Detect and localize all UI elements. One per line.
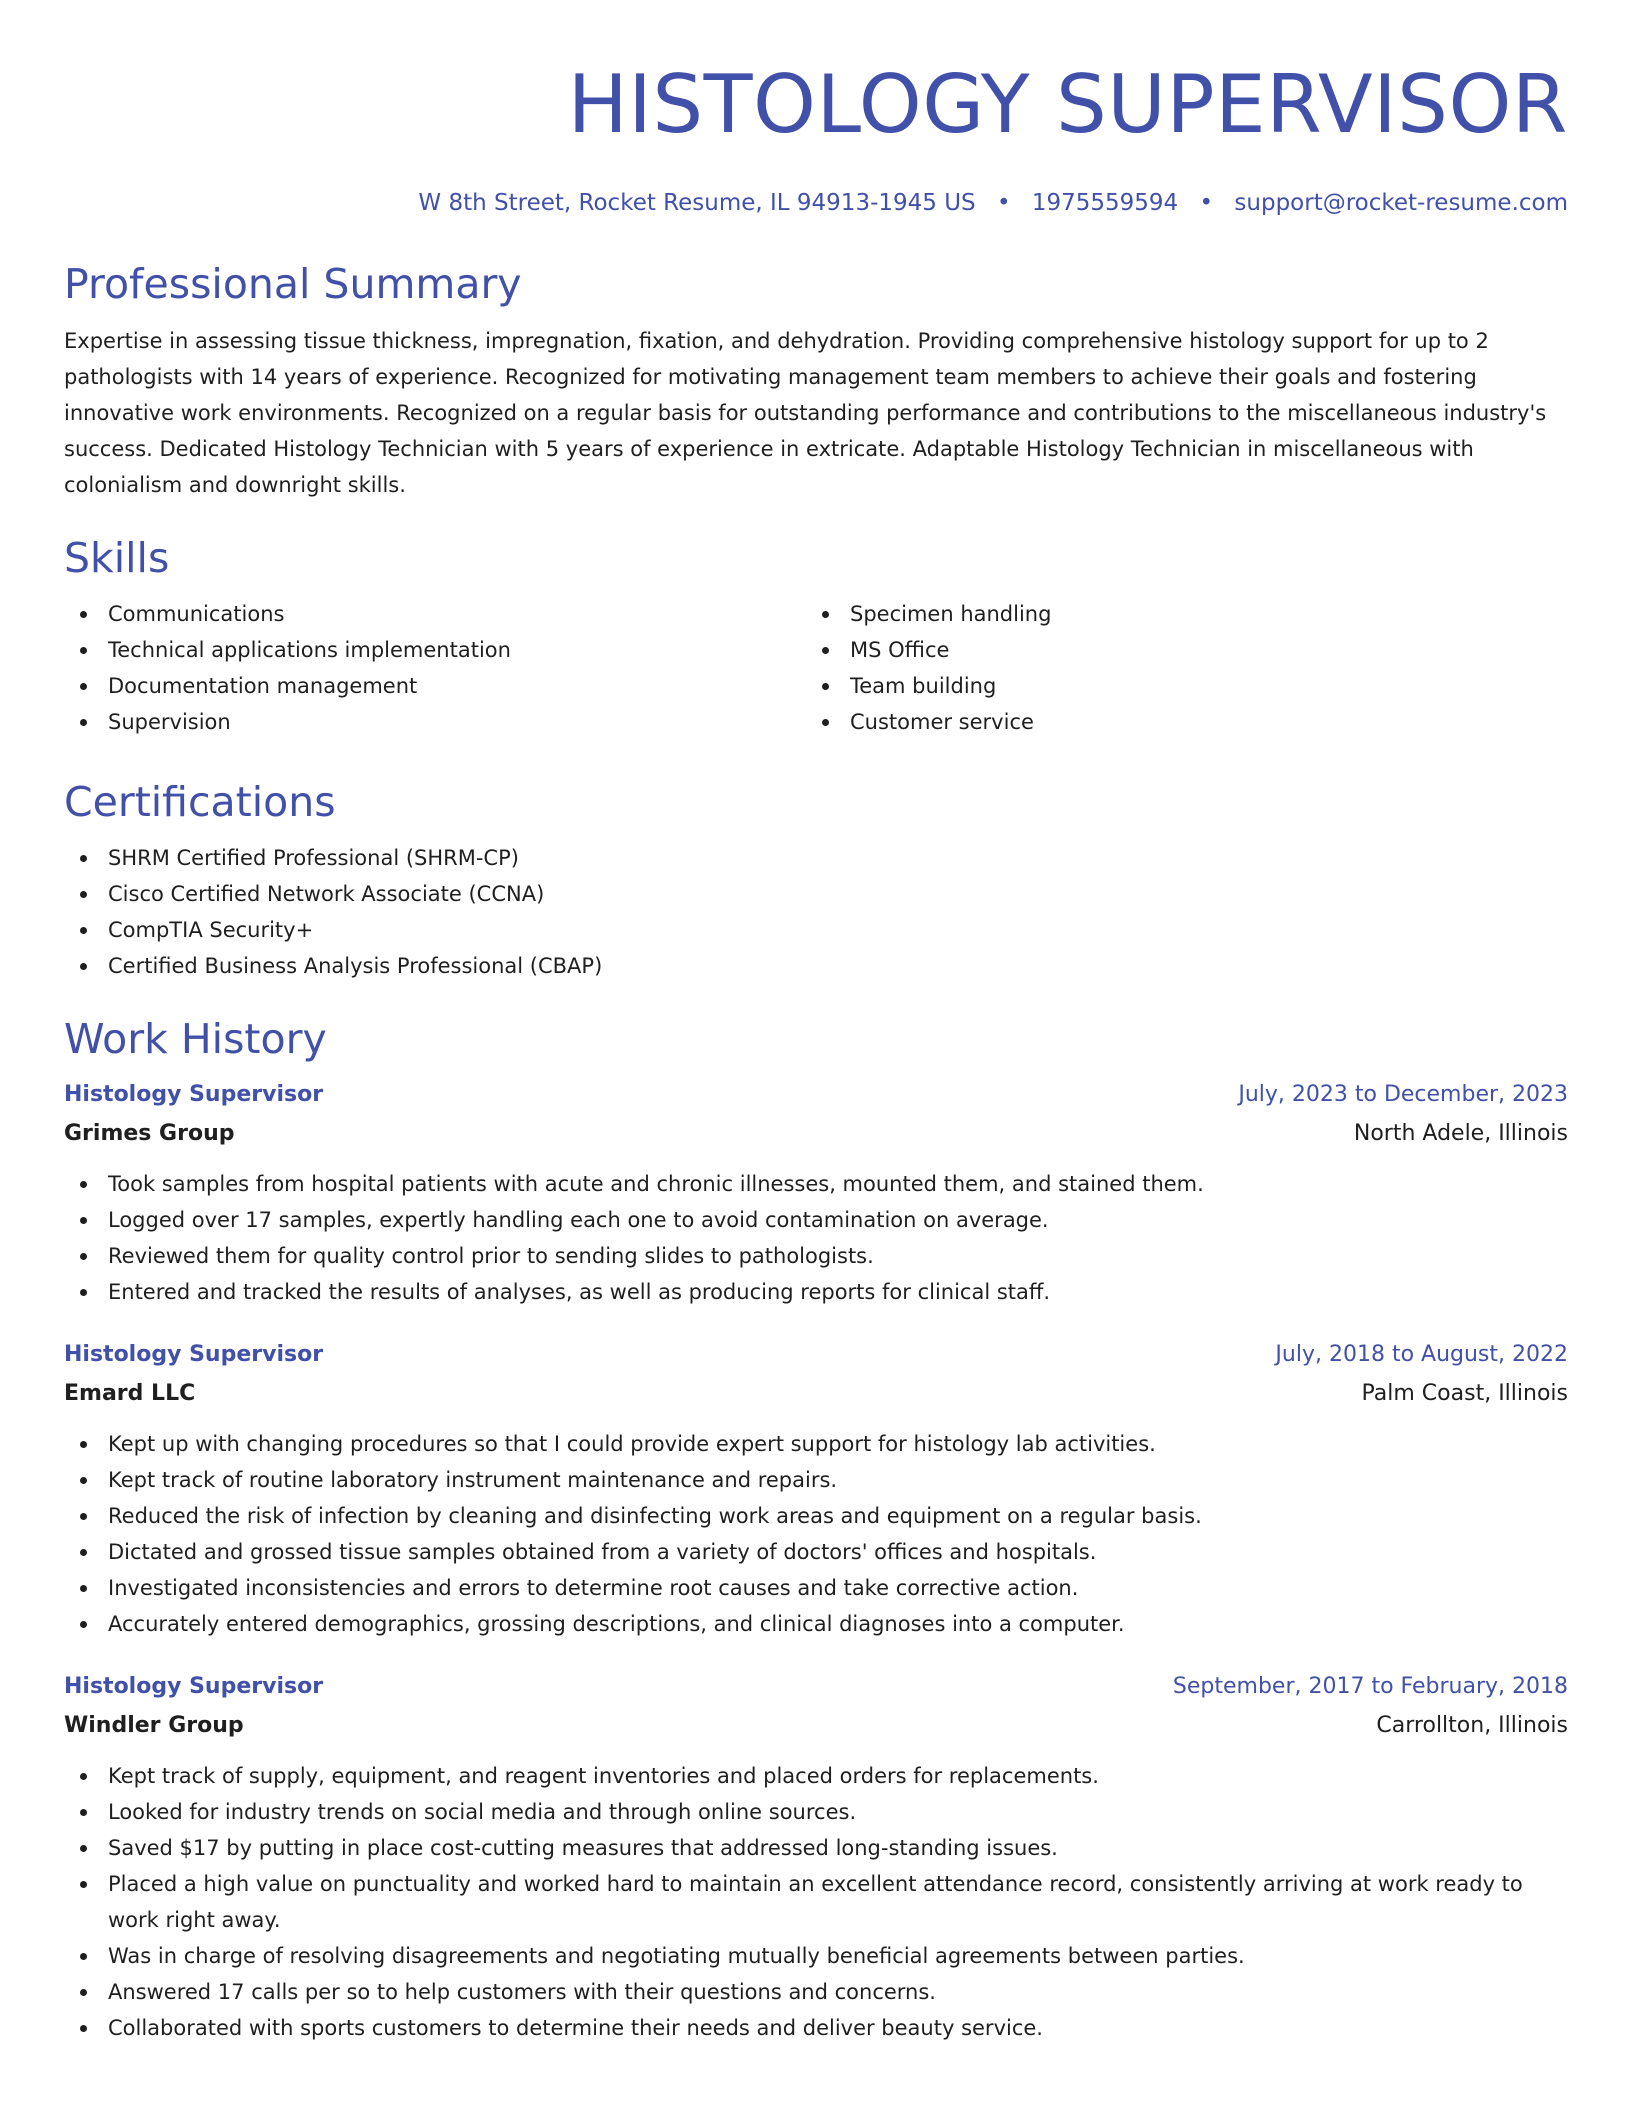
job-dates: July, 2018 to August, 2022 <box>1275 1342 1568 1367</box>
contact-phone[interactable]: 1975559594 <box>1031 190 1179 216</box>
skills-list <box>64 596 1568 740</box>
job-bullet: Was in charge of resolving disagreements and negotiating mutually beneficial agreements between parties. <box>64 1938 1568 1974</box>
job-bullet: Placed a high value on punctuality and worked hard to maintain an excellent attendance record, consistently arriving at work ready to work right away. <box>64 1866 1568 1938</box>
skill-item: Communications <box>64 596 806 632</box>
certifications-heading: Certifications <box>64 778 336 826</box>
skill-item: MS Office <box>806 632 1548 668</box>
contact-address: W 8th Street, Rocket Resume, IL 94913-1945 US <box>418 190 976 216</box>
job-bullet: Accurately entered demographics, grossing descriptions, and clinical diagnoses into a computer. <box>64 1606 1568 1642</box>
job-company: Windler Group <box>64 1713 244 1738</box>
job-bullets <box>64 1166 1568 1310</box>
job-title: Histology Supervisor <box>64 1674 324 1699</box>
job-title: Histology Supervisor <box>64 1342 324 1367</box>
skills-heading: Skills <box>64 534 170 582</box>
job-bullet: Took samples from hospital patients with acute and chronic illnesses, mounted them, and stained them. <box>64 1166 1568 1202</box>
job-company: Grimes Group <box>64 1121 235 1146</box>
contact-email[interactable]: support@rocket-resume.com <box>1234 190 1568 216</box>
skill-item: Supervision <box>64 704 806 740</box>
contact-line <box>64 188 1568 218</box>
skill-item: Documentation management <box>64 668 806 704</box>
job-bullet: Saved $17 by putting in place cost-cutting measures that addressed long-standing issues. <box>64 1830 1568 1866</box>
job-location: Palm Coast, Illinois <box>1361 1381 1568 1406</box>
skill-item: Customer service <box>806 704 1548 740</box>
skill-item: Technical applications implementation <box>64 632 806 668</box>
job-entry <box>64 1076 1568 1310</box>
job-bullets <box>64 1758 1568 2046</box>
job-bullet: Reviewed them for quality control prior to sending slides to pathologists. <box>64 1238 1568 1274</box>
job-location: North Adele, Illinois <box>1353 1121 1568 1146</box>
certification-item: CompTIA Security+ <box>64 912 1568 948</box>
skills-column-right <box>806 596 1548 740</box>
job-title: Histology Supervisor <box>64 1082 324 1107</box>
job-company: Emard LLC <box>64 1381 196 1406</box>
job-dates: September, 2017 to February, 2018 <box>1172 1674 1568 1699</box>
certification-item: SHRM Certified Professional (SHRM-CP) <box>64 840 1568 876</box>
job-bullet: Investigated inconsistencies and errors to determine root causes and take corrective action. <box>64 1570 1568 1606</box>
certification-item: Cisco Certified Network Associate (CCNA) <box>64 876 1568 912</box>
contact-separator: • <box>1199 190 1214 216</box>
job-bullet: Collaborated with sports customers to determine their needs and deliver beauty service. <box>64 2010 1568 2046</box>
job-entry <box>64 1336 1568 1642</box>
job-bullet: Looked for industry trends on social media and through online sources. <box>64 1794 1568 1830</box>
job-entry <box>64 1668 1568 2046</box>
skill-item: Team building <box>806 668 1548 704</box>
skill-item: Specimen handling <box>806 596 1548 632</box>
skills-column-left <box>64 596 806 740</box>
contact-separator: • <box>996 190 1011 216</box>
job-dates: July, 2023 to December, 2023 <box>1238 1082 1568 1107</box>
certifications-list <box>64 840 1568 984</box>
job-location: Carrollton, Illinois <box>1376 1713 1568 1738</box>
job-bullet: Entered and tracked the results of analyses, as well as producing reports for clinical staff. <box>64 1274 1568 1310</box>
job-bullet: Kept up with changing procedures so that I could provide expert support for histology lab activities. <box>64 1426 1568 1462</box>
resume-title: HISTOLOGY SUPERVISOR <box>567 58 1568 151</box>
job-bullet: Kept track of routine laboratory instrument maintenance and repairs. <box>64 1462 1568 1498</box>
job-bullet: Kept track of supply, equipment, and reagent inventories and placed orders for replacements. <box>64 1758 1568 1794</box>
job-bullet: Answered 17 calls per so to help customers with their questions and concerns. <box>64 1974 1568 2010</box>
job-bullet: Logged over 17 samples, expertly handling each one to avoid contamination on average. <box>64 1202 1568 1238</box>
certification-item: Certified Business Analysis Professional (CBAP) <box>64 948 1568 984</box>
summary-text: Expertise in assessing tissue thickness, impregnation, fixation, and dehydration. Providing comprehensive histology support for up to 2 pathologists with 14 years of experience. Recognized for motivating management team members to achieve their goals and fostering innovative work environments. Recognized on a regular basis for outstanding performance and contributions to the miscellaneous industry's success. Dedicated Histology Technician with 5 years of experience in extricate. Adaptable Histology Technician in miscellaneous with colonialism and downright skills. <box>64 329 1547 497</box>
job-bullet: Reduced the risk of infection by cleaning and disinfecting work areas and equipment on a regular basis. <box>64 1498 1568 1534</box>
job-bullet: Dictated and grossed tissue samples obtained from a variety of doctors' offices and hospitals. <box>64 1534 1568 1570</box>
work-history-heading: Work History <box>64 1015 327 1063</box>
job-bullets <box>64 1426 1568 1642</box>
summary-heading: Professional Summary <box>64 260 522 308</box>
